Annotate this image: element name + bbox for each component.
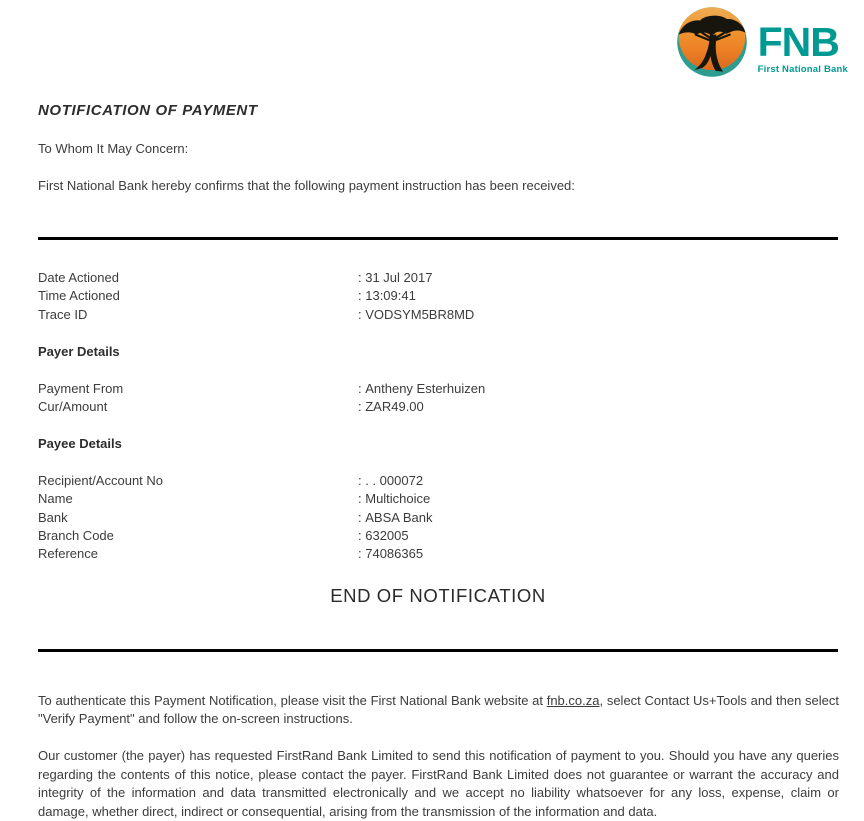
payee-details-heading: Payee Details [38,436,122,452]
page-title: NOTIFICATION OF PAYMENT [38,102,258,119]
detail-label: Reference [38,546,98,562]
detail-row-bank [38,509,838,527]
greeting-line: To Whom It May Concern: [38,141,189,156]
colon-separator: : [358,546,366,562]
detail-value: Antheny Esterhuizen [365,380,486,396]
divider-top [38,237,838,240]
detail-value: ABSA Bank [365,509,433,525]
detail-value: 74086365 [365,546,424,562]
colon-separator: : [358,528,366,544]
colon-separator: : [358,380,366,396]
detail-label: Date Actioned [38,270,119,285]
fnb-tagline: First National Bank [757,64,848,76]
colon-separator: : [358,270,366,285]
colon-separator: : [358,491,366,507]
confirmation-line: First National Bank hereby confirms that the following payment instruction has been received: [38,178,575,193]
detail-row-cur-amount [38,398,838,416]
authentication-instructions [38,692,839,728]
payment-details [38,269,838,564]
detail-row-recipient-account [38,472,838,490]
fnb-tree-emblem-icon [675,5,749,79]
colon-separator: : [358,399,366,415]
detail-row-date-actioned [38,269,838,287]
fnb-logo [675,5,848,79]
detail-value: 13:09:41 [365,288,416,304]
disclaimer-paragraph: Our customer (the payer) has requested FirstRand Bank Limited to send this notification of payment to you. Should you have any queries regarding the contents of this notice, please contact the payer. FirstRand Bank Limited does not guarantee or warrant the accuracy and integrity of the information and data transmitted electronically and we accept no liability whatsoever for any loss, expense, claim or damage, whether direct, indirect or consequential, arising from the transmission of the information and data. [38,748,839,819]
detail-row-reference [38,545,838,563]
detail-value: 632005 [365,528,409,544]
detail-label: Trace ID [38,306,88,322]
detail-label: Payment From [38,380,124,396]
fnb-website-link[interactable]: fnb.co.za [546,693,600,708]
detail-row-payment-from [38,380,838,398]
detail-value: Multichoice [365,491,431,507]
detail-row-name [38,490,838,508]
detail-row-time-actioned [38,287,838,305]
divider-bottom [38,649,838,652]
detail-value: VODSYM5BR8MD [365,306,475,322]
detail-value: ZAR49.00 [365,399,424,415]
detail-value: . . 000072 [365,472,424,488]
authentication-text-before: To authenticate this Payment Notification, please visit the First National Bank website at [38,693,547,708]
colon-separator: : [358,472,366,488]
detail-label: Cur/Amount [38,399,108,415]
fnb-wordmark [758,9,848,76]
fnb-wordmark-text: FNB [757,18,839,65]
authentication-text-after: , select Contact Us+Tools and then select "Verify Payment" and follow the on-screen instructions. [38,693,839,726]
detail-label: Branch Code [38,528,114,544]
detail-label: Bank [38,509,68,525]
colon-separator: : [358,509,366,525]
payer-details-heading: Payer Details [38,344,120,360]
colon-separator: : [358,288,366,304]
detail-row-trace-id [38,306,838,324]
colon-separator: : [358,306,366,322]
detail-value: 31 Jul 2017 [365,270,433,285]
detail-label: Time Actioned [38,288,120,304]
end-of-notification-marker: END OF NOTIFICATION [330,585,546,606]
detail-label: Recipient/Account No [38,472,164,488]
detail-label: Name [38,491,73,507]
detail-row-branch-code [38,527,838,545]
